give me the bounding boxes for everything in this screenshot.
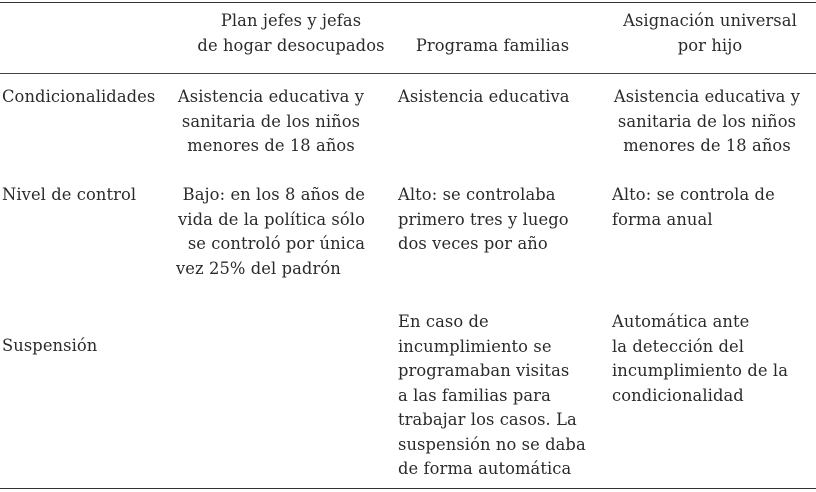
cell-line: Asistencia educativa y (177, 87, 365, 106)
table-bottom-rule (0, 488, 816, 489)
cell-line: la detección del (612, 336, 745, 356)
cell-line: programaban visitas (398, 361, 570, 380)
cell-line: Alto: se controlaba (398, 185, 556, 204)
cell-suspension-familias (398, 310, 586, 482)
cell-line: En caso de (398, 312, 489, 331)
header-line: por hijo (677, 35, 743, 55)
table-header-rule (0, 73, 816, 74)
cell-nivel-control-auh (612, 183, 775, 232)
cell-line: Asistencia educativa y (613, 87, 801, 106)
table-top-rule (0, 2, 816, 3)
cell-condicionalidades-auh (612, 85, 802, 159)
header-line: de hogar desocupados (197, 35, 385, 55)
cell-line: vida de la política sólo (178, 209, 365, 229)
cell-line: Bajo: en los 8 años de (182, 185, 365, 204)
cell-line: a las familias para (398, 385, 551, 405)
cell-line: sanitaria de los niños (617, 111, 797, 131)
header-plan-jefes (176, 9, 406, 58)
row-label-condicionalidades: Condicionalidades (2, 87, 156, 106)
cell-line: menores de 18 años (187, 136, 355, 155)
cell-line: vez 25% del padrón (176, 258, 341, 278)
cell-condicionalidades-plan (176, 85, 366, 159)
cell-line: menores de 18 años (623, 136, 791, 155)
header-programa-familias (405, 34, 580, 59)
cell-line: incumplimiento se (398, 336, 552, 356)
cell-line: suspensión no se daba (398, 434, 586, 454)
cell-line: forma anual (612, 209, 713, 229)
cell-line: dos veces por año (398, 234, 548, 253)
cell-condicionalidades-familias (398, 85, 570, 110)
header-line: Asignación universal (623, 11, 797, 30)
row-label-suspension: Suspensión (2, 336, 98, 355)
cell-line: Automática ante (612, 312, 750, 331)
cell-nivel-control-familias (398, 183, 569, 257)
cell-line: trabajar los casos. La (398, 410, 577, 429)
cell-suspension-auh (612, 310, 788, 408)
cell-line: Asistencia educativa (398, 87, 570, 106)
cell-line: de forma automática (398, 459, 572, 478)
cell-line: se controló por única (187, 234, 365, 253)
row-label-nivel-control: Nivel de control (2, 185, 137, 204)
cell-nivel-control-plan (160, 183, 365, 281)
header-line: Programa familias (415, 36, 570, 55)
header-asignacion-universal (600, 9, 816, 58)
header-line: Plan jefes y jefas (220, 11, 362, 30)
cell-line: condicionalidad (612, 385, 744, 405)
cell-line: incumplimiento de la (612, 361, 789, 380)
cell-line: sanitaria de los niños (181, 111, 361, 131)
cell-line: primero tres y luego (398, 209, 569, 229)
cell-line: Alto: se controla de (612, 185, 775, 204)
